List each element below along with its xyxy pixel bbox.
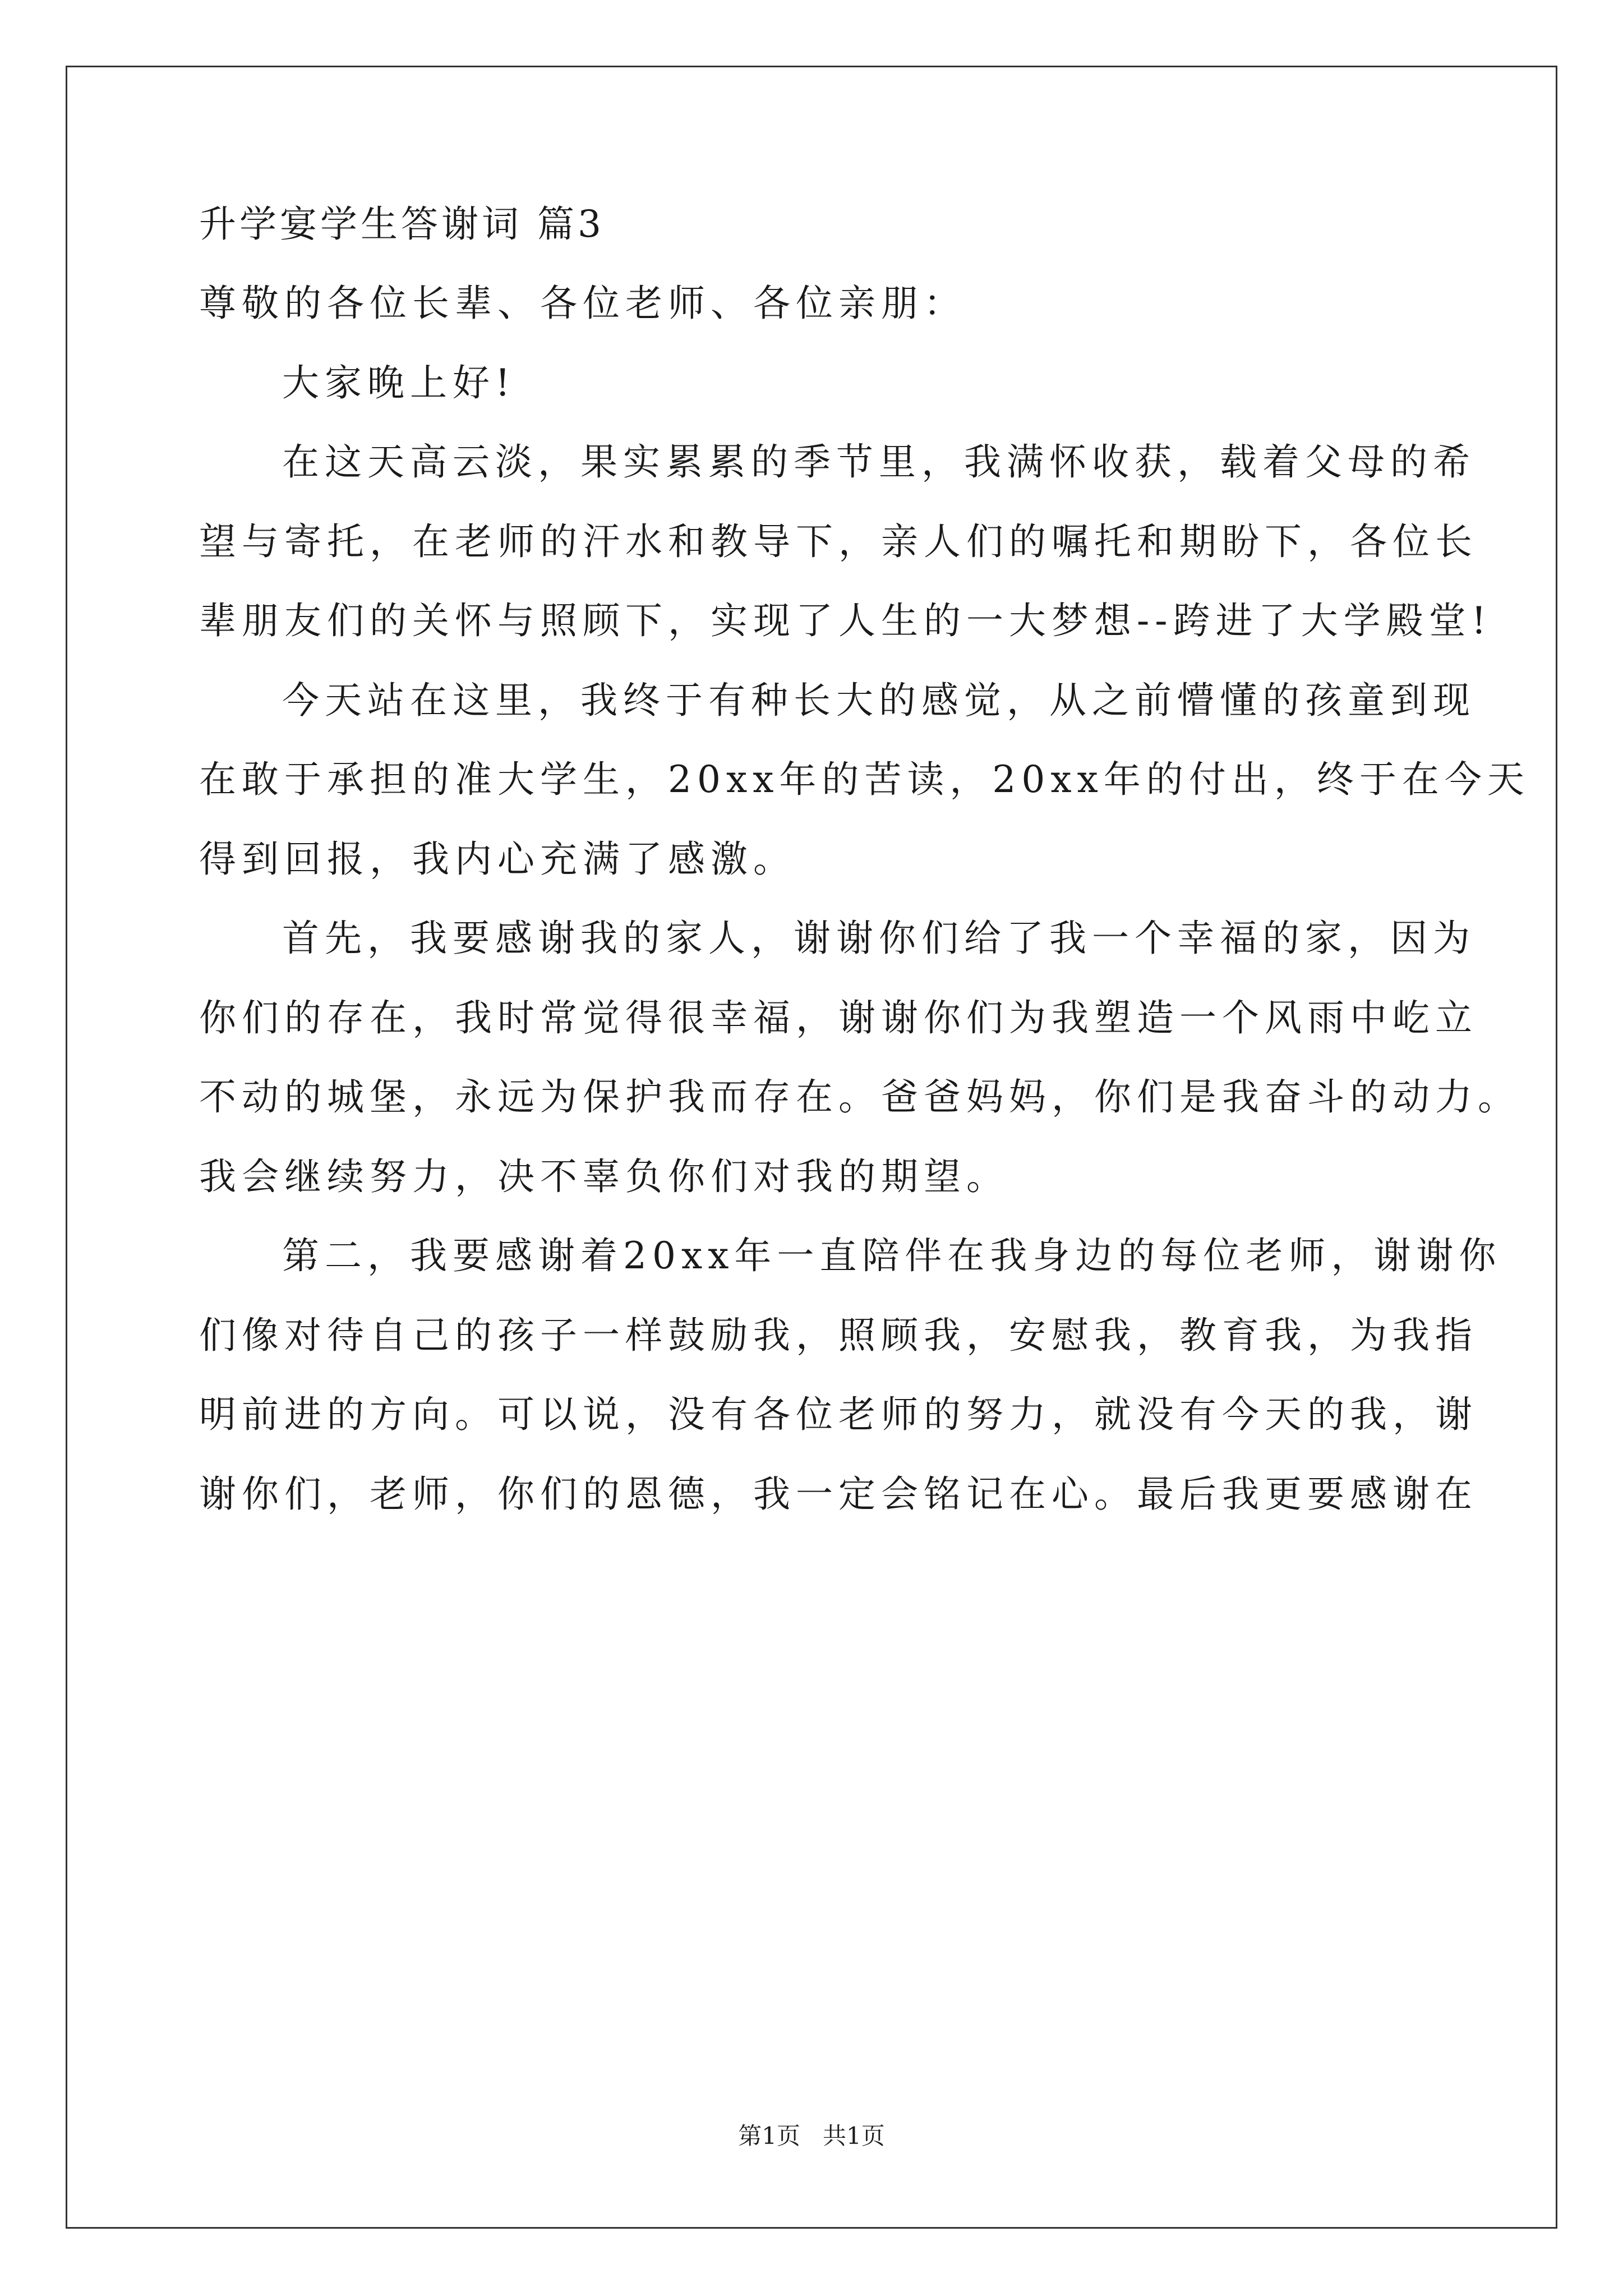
page-footer: [0, 2122, 1623, 2150]
paragraph-line: 我会继续努力，决不辜负你们对我的期望。: [199, 1155, 1009, 1198]
paragraph-line: 在敢于承担的准大学生，20xx年的苦读，20xx年的付出，终于在今天: [199, 758, 1530, 801]
paragraph-line: 在这天高云淡，果实累累的季节里，我满怀收获，载着父母的希: [282, 440, 1476, 484]
paragraph-line: 不动的城堡，永远为保护我而存在。爸爸妈妈，你们是我奋斗的动力。: [199, 1075, 1520, 1119]
paragraph-line: 辈朋友们的关怀与照顾下，实现了人生的一大梦想--跨进了大学殿堂!: [199, 599, 1492, 642]
paragraph-line: 你们的存在，我时常觉得很幸福，谢谢你们为我塑造一个风雨中屹立: [199, 996, 1478, 1039]
paragraph-line: 得到回报，我内心充满了感激。: [199, 838, 796, 881]
greeting: 大家晚上好!: [282, 361, 516, 404]
paragraph-line: 谢你们，老师，你们的恩德，我一定会铭记在心。最后我更要感谢在: [199, 1473, 1478, 1516]
paragraph-line: 们像对待自己的孩子一样鼓励我，照顾我，安慰我，教育我，为我指: [199, 1314, 1478, 1357]
document-title: 升学宴学生答谢词 篇3: [199, 203, 605, 246]
paragraph-line: 明前进的方向。可以说，没有各位老师的努力，就没有今天的我，谢: [199, 1393, 1478, 1436]
paragraph-line: 望与寄托，在老师的汗水和教导下，亲人们的嘱托和期盼下，各位长: [199, 520, 1478, 563]
paragraph-line: 今天站在这里，我终于有种长大的感觉，从之前懵懂的孩童到现: [282, 679, 1476, 722]
paragraph-line: 首先，我要感谢我的家人，谢谢你们给了我一个幸福的家，因为: [282, 917, 1476, 960]
page-number: 第1页: [738, 2122, 800, 2150]
page-total: 共1页: [823, 2122, 885, 2150]
paragraph-line: 第二，我要感谢着20xx年一直陪伴在我身边的每位老师，谢谢你: [282, 1234, 1502, 1277]
salutation: 尊敬的各位长辈、各位老师、各位亲朋：: [199, 282, 966, 325]
